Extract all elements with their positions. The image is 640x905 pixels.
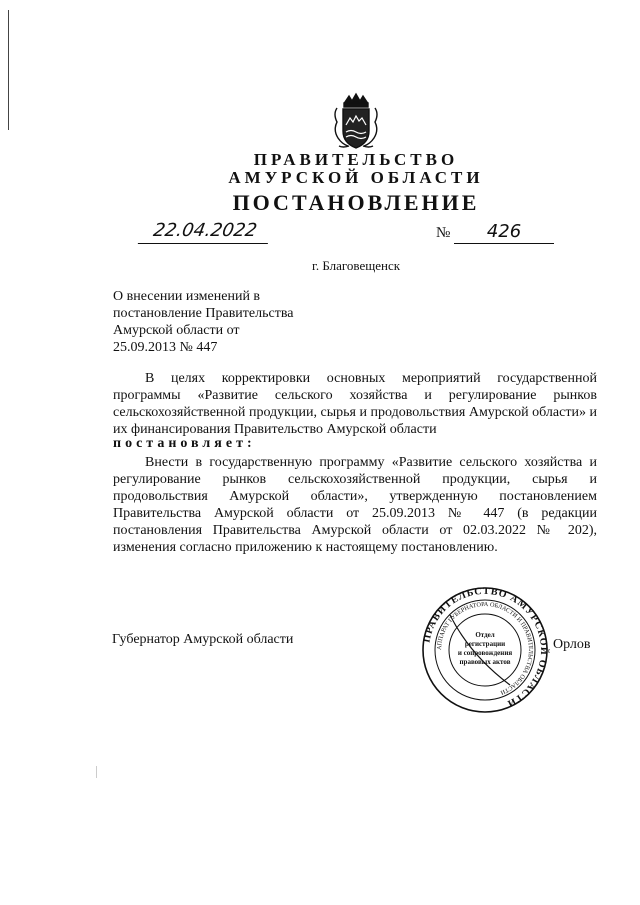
scan-artifact [96,766,97,778]
preamble-text: В целях корректировки основных мероприятий государственной программы «Развитие сельского хозяйства и регулирование рынков сельскохозяйственной продукции, сырья и продовольствия Амурской области» и их финансирования Правительство Амурской области [113,371,597,437]
number-label: № [436,225,451,241]
resolve-word: постановляет: [113,436,256,451]
subject-line: О внесении изменений в [113,289,261,304]
stamp-center-line: Отдел [475,631,495,639]
doc-type-title: ПОСТАНОВЛЕНИЕ [232,190,480,215]
resolution-body [113,454,597,556]
scan-edge-line [8,10,9,130]
subject-line: постановление Правительства [113,306,294,321]
city-name: г. Благовещенск [312,258,401,273]
stamp-center-line: правовых актов [459,658,511,666]
subject-line: Амурской области от [113,323,240,338]
stamp-center-line: регистрации [464,640,506,648]
document-number: 426 [454,221,554,244]
org-name-line1: ПРАВИТЕЛЬСТВО [253,150,459,169]
preamble-paragraph [113,370,597,438]
stamp-center-line: и сопровождения [457,649,513,657]
org-name-line2: АМУРСКОЙ ОБЛАСТИ [228,168,484,187]
signer-title: Губернатор Амурской области [112,632,294,647]
resolution-text: Внести в государственную программу «Развитие сельского хозяйства и регулирование рынков сельскохозяйственной продукции, сырья и продовольствия Амурской области», утвержденную постановлением Правительства Амурской области от 25.09.2013 № 447 (в редакции постановления Правительства Амурской области от 02.03.2022 № 202), изменения согласно приложению к настоящему постановлению. [113,455,597,555]
coat-of-arms-icon [331,92,381,154]
document-date: 22.04.2022 [138,219,272,244]
stamp-outer-text: ПРАВИТЕЛЬСТВО АМУРСКОЙ ОБЛАСТИ [421,585,550,710]
signer-name: Орлов [553,637,591,652]
subject-line: 25.09.2013 № 447 [113,340,218,355]
official-seal-stamp [420,585,550,715]
stamp-inner-ring-text: АППАРАТ ГУБЕРНАТОРА ОБЛАСТИ И ПРАВИТЕЛЬСТВА ОБЛАСТИ [435,600,535,696]
document-subject [113,288,343,356]
